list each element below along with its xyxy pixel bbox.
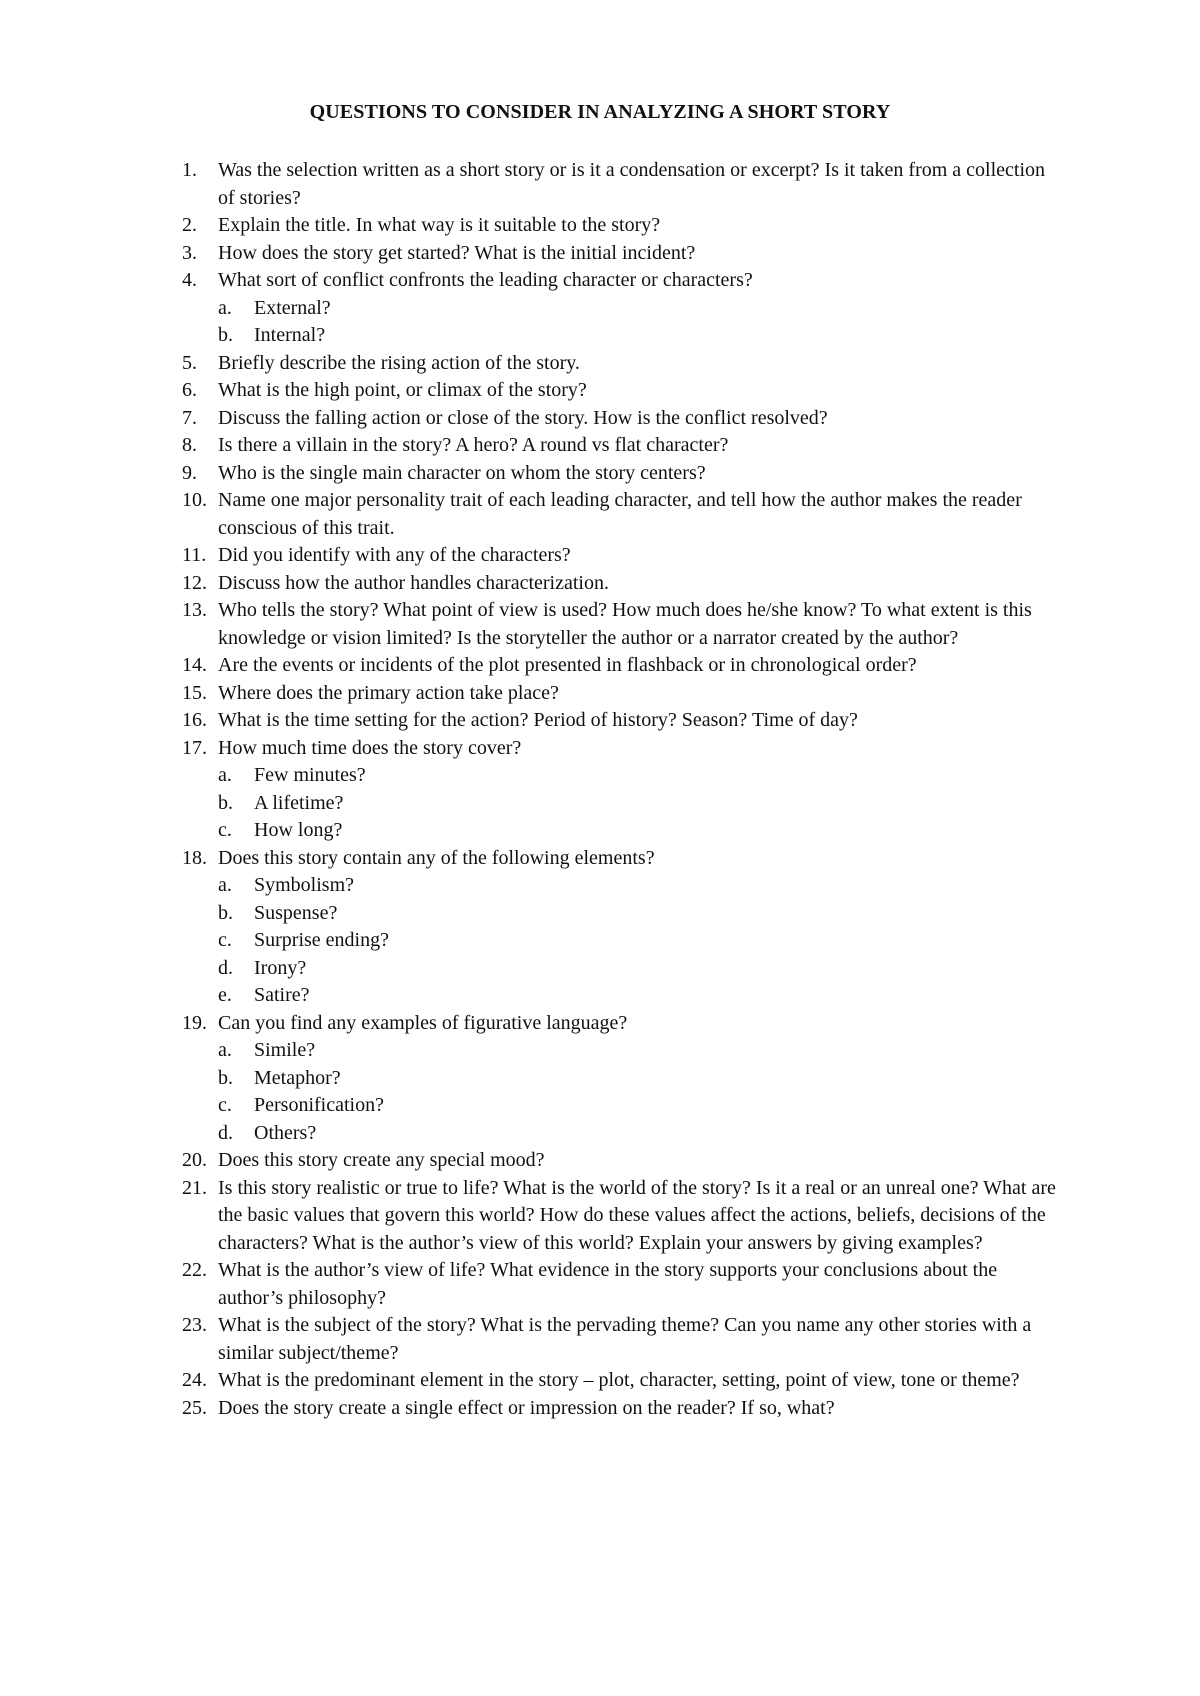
question-number: 7.: [182, 406, 197, 429]
sub-question-item: [218, 982, 1062, 1010]
question-number: 5.: [182, 351, 197, 374]
question-text: Briefly describe the rising action of the story.: [218, 351, 580, 374]
question-text: Does the story create a single effect or impression on the reader? If so, what?: [218, 1396, 835, 1419]
question-item: [182, 240, 1062, 268]
question-text: How much time does the story cover?: [218, 736, 522, 759]
sub-question-item: [218, 900, 1062, 928]
sub-question-letter: e.: [218, 984, 232, 1006]
sub-question-item: [218, 927, 1062, 955]
sub-question-text: Symbolism?: [254, 874, 355, 896]
question-number: 1.: [182, 159, 197, 181]
question-number: 10.: [182, 489, 207, 511]
question-text: Who tells the story? What point of view is used? How much does he/she know? To what extent is this knowledge or vision limited? Is the storyteller the author or a narrator created by the author?: [218, 599, 1032, 649]
question-text: Discuss the falling action or close of the story. How is the conflict resolved?: [218, 406, 828, 429]
question-text: Can you find any examples of figurative language?: [218, 1011, 628, 1034]
sub-question-letter: a.: [218, 296, 232, 319]
question-item: [182, 212, 1062, 240]
question-number: 22.: [182, 1259, 207, 1281]
sub-question-item: [218, 1092, 1062, 1120]
sub-question-text: External?: [254, 296, 331, 319]
question-list: [182, 157, 1062, 1422]
question-text: What is the high point, or climax of the story?: [218, 379, 587, 401]
question-number: 16.: [182, 709, 207, 731]
question-text: Does this story create any special mood?: [218, 1149, 545, 1171]
sub-question-list: [218, 872, 1062, 1010]
question-text: Is there a villain in the story? A hero? A round vs flat character?: [218, 434, 729, 456]
sub-question-text: Others?: [254, 1121, 317, 1144]
sub-question-item: [218, 1037, 1062, 1065]
question-number: 2.: [182, 214, 197, 236]
sub-question-list: [218, 762, 1062, 845]
question-text: How does the story get started? What is the initial incident?: [218, 241, 696, 264]
question-number: 8.: [182, 434, 197, 456]
question-number: 15.: [182, 681, 207, 704]
question-text: What is the predominant element in the story – plot, character, setting, point of view, tone or theme?: [218, 1369, 1020, 1391]
question-number: 13.: [182, 599, 207, 621]
question-item: [182, 1147, 1062, 1175]
sub-question-item: [218, 790, 1062, 818]
sub-question-list: [218, 1037, 1062, 1147]
question-number: 6.: [182, 379, 197, 401]
question-number: 17.: [182, 736, 207, 759]
question-item: [182, 460, 1062, 488]
question-item: [182, 405, 1062, 433]
question-text: What is the time setting for the action? Period of history? Season? Time of day?: [218, 709, 858, 731]
sub-question-letter: b.: [218, 324, 233, 346]
question-text: Is this story realistic or true to life? What is the world of the story? Is it a real or an unreal one? What are the basic values that govern this world? How do these values affect the actions, beliefs, decisions of the characters? What is the author’s view of this world? Explain your answers by giving examples?: [218, 1176, 1056, 1254]
question-text: Who is the single main character on whom the story centers?: [218, 461, 706, 484]
sub-question-text: Satire?: [254, 984, 310, 1006]
sub-question-text: Personification?: [254, 1094, 384, 1116]
sub-question-letter: c.: [218, 1094, 232, 1116]
sub-question-text: A lifetime?: [254, 791, 344, 814]
question-item: [182, 845, 1062, 1010]
question-text: Did you identify with any of the characters?: [218, 544, 571, 566]
question-item: [182, 707, 1062, 735]
question-text: What is the author’s view of life? What evidence in the story supports your conclusions about the author’s philosophy?: [218, 1259, 998, 1309]
sub-question-item: [218, 762, 1062, 790]
sub-question-text: Metaphor?: [254, 1066, 341, 1089]
question-item: [182, 1175, 1062, 1258]
question-item: [182, 735, 1062, 845]
question-number: 21.: [182, 1176, 207, 1199]
question-item: [182, 1312, 1062, 1367]
question-item: [182, 267, 1062, 350]
question-number: 20.: [182, 1149, 207, 1171]
page-title: QUESTIONS TO CONSIDER IN ANALYZING A SHORT STORY: [309, 101, 891, 123]
question-item: [182, 1257, 1062, 1312]
question-text: Are the events or incidents of the plot presented in flashback or in chronological order?: [218, 654, 917, 676]
question-item: [182, 1395, 1062, 1423]
question-item: [182, 542, 1062, 570]
question-item: [182, 487, 1062, 542]
sub-question-text: Few minutes?: [254, 764, 366, 786]
question-item: [182, 1010, 1062, 1148]
sub-question-list: [218, 295, 1062, 350]
sub-question-item: [218, 817, 1062, 845]
question-item: [182, 570, 1062, 598]
sub-question-letter: b.: [218, 791, 233, 814]
question-text: Does this story contain any of the following elements?: [218, 846, 655, 869]
question-item: [182, 157, 1062, 212]
sub-question-letter: a.: [218, 764, 232, 786]
sub-question-item: [218, 322, 1062, 350]
question-item: [182, 1367, 1062, 1395]
sub-question-item: [218, 872, 1062, 900]
sub-question-letter: b.: [218, 1066, 233, 1089]
question-text: What is the subject of the story? What is the pervading theme? Can you name any other stories with a similar subject/theme?: [218, 1314, 1032, 1364]
sub-question-text: Simile?: [254, 1039, 316, 1061]
question-text: Was the selection written as a short story or is it a condensation or excerpt? Is it taken from a collection of stories?: [218, 159, 1046, 209]
sub-question-text: Surprise ending?: [254, 929, 389, 951]
question-text: Name one major personality trait of each leading character, and tell how the author makes the reader conscious of this trait.: [218, 489, 1022, 539]
sub-question-item: [218, 955, 1062, 983]
question-item: [182, 432, 1062, 460]
sub-question-letter: d.: [218, 956, 233, 979]
question-number: 23.: [182, 1314, 207, 1336]
question-number: 12.: [182, 571, 207, 594]
sub-question-text: Irony?: [254, 956, 307, 979]
sub-question-item: [218, 1120, 1062, 1148]
sub-question-letter: d.: [218, 1121, 233, 1144]
sub-question-item: [218, 1065, 1062, 1093]
question-number: 11.: [182, 544, 207, 566]
sub-question-letter: b.: [218, 901, 233, 924]
question-number: 14.: [182, 654, 207, 676]
question-number: 9.: [182, 461, 197, 484]
sub-question-letter: c.: [218, 929, 232, 951]
sub-question-letter: c.: [218, 819, 232, 841]
sub-question-text: Suspense?: [254, 901, 338, 924]
question-text: Discuss how the author handles characterization.: [218, 571, 609, 594]
question-number: 25.: [182, 1396, 207, 1419]
question-item: [182, 377, 1062, 405]
question-number: 24.: [182, 1369, 207, 1391]
question-item: [182, 680, 1062, 708]
sub-question-text: Internal?: [254, 324, 326, 346]
question-number: 3.: [182, 241, 197, 264]
sub-question-item: [218, 295, 1062, 323]
question-text: Explain the title. In what way is it suitable to the story?: [218, 214, 661, 236]
sub-question-text: How long?: [254, 819, 343, 841]
question-number: 4.: [182, 269, 197, 291]
sub-question-letter: a.: [218, 874, 232, 896]
question-item: [182, 652, 1062, 680]
question-number: 18.: [182, 846, 207, 869]
question-item: [182, 350, 1062, 378]
question-number: 19.: [182, 1011, 207, 1034]
question-item: [182, 597, 1062, 652]
question-text: Where does the primary action take place?: [218, 681, 559, 704]
question-text: What sort of conflict confronts the leading character or characters?: [218, 269, 753, 291]
sub-question-letter: a.: [218, 1039, 232, 1061]
